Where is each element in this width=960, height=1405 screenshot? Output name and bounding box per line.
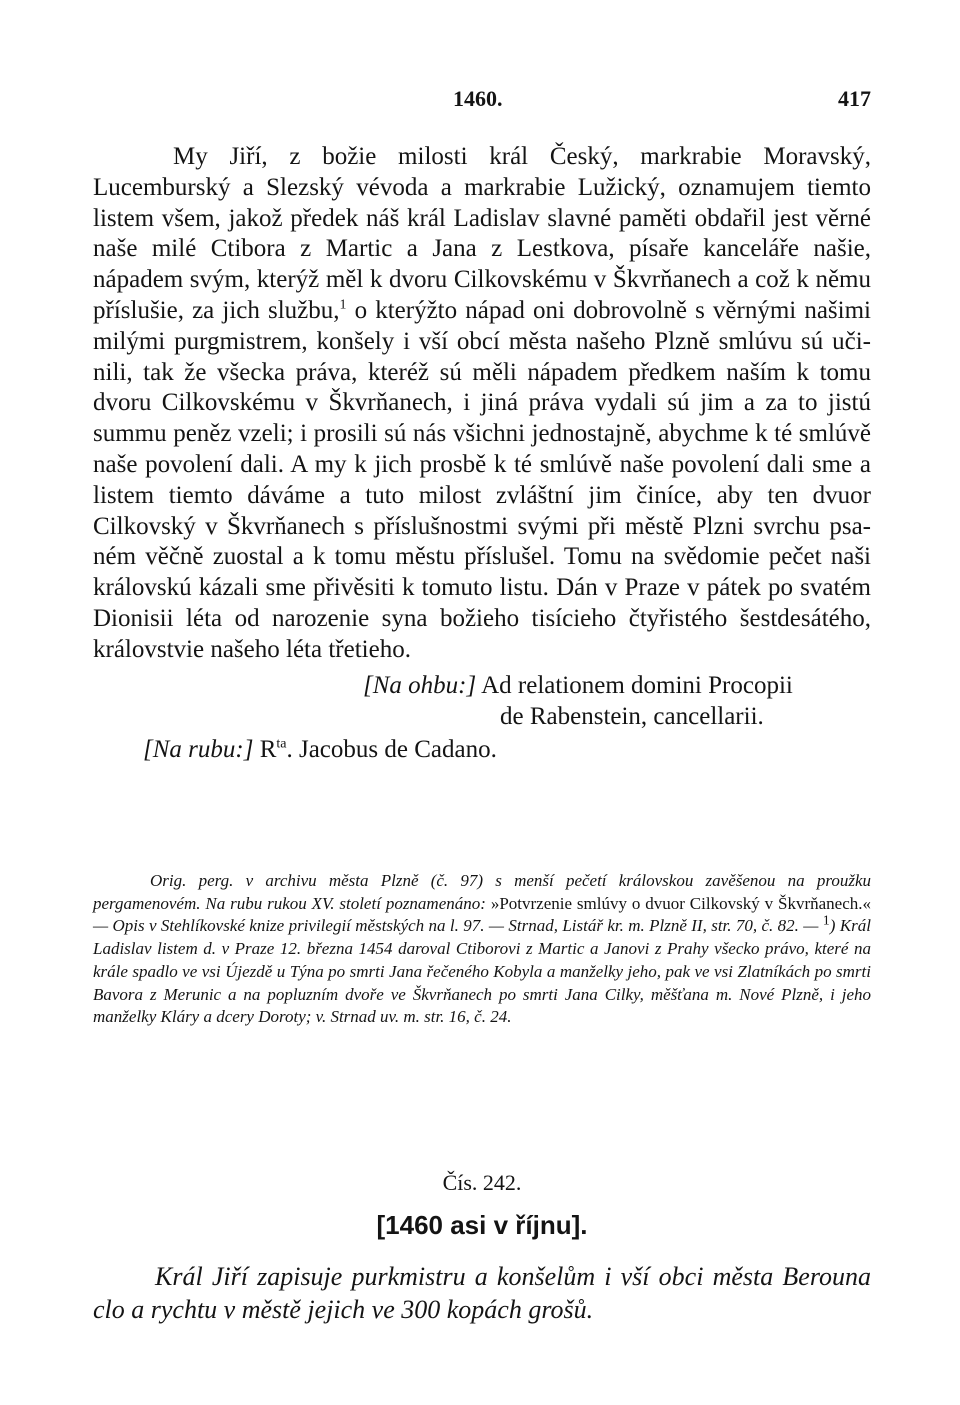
book-page <box>93 0 871 1405</box>
endorsement-back-label: [Na rubu:] <box>143 735 254 763</box>
editorial-notes <box>93 870 871 1029</box>
endorsement-back <box>93 734 871 765</box>
next-entry-regest-text: Král Jiří zapisuje purkmistru a konšelům i vší obci města Berouna clo a rychtu v městě jejich ve 300 kopách grošů. <box>93 1262 871 1324</box>
page-number: 417 <box>838 86 871 111</box>
charter-body-part-1: My Jiří, z božie milosti král Český, markrabie Moravský, Lucemburský a Slezský vévoda a markrabie Lužický, oznamujem tiemto listem všem, jakož předek náš král Ladislav slavné paměti obdařil jest věrné naše milé Ctibora z Martic a Jana z Lestkova, písaře kanceláře našie, nápadem svým, kterýž měl k dvoru Cilkovskému v Škvrňanech a což k němu příslušie, za jich službu, <box>93 143 871 324</box>
endorsement-back-text: . Jacobus de Cadano. <box>286 735 497 763</box>
endorsement-fold-label: [Na ohbu:] <box>363 671 477 699</box>
note-copies: — Opis v Stehlíkovské knize privilegií městských na l. 97. — Strnad, Listář kr. m. Plzně II, str. 70, č. 82. — <box>93 916 823 936</box>
footnote-text: ) Král Ladislav listem d. v Praze 12. března 1454 daroval Ctiborovi z Martic a Janovi z Prahy všecko právo, které na krále spadlo ve vsi Újezdě u Týna po smrti Jana řečeného Kobyla a manželky jeho, pak ve vsi Zlatníkách po smrti Bavora z Merunic a na popluzním dvoře ve Škvrňanech po smrti Jana Cilky, měšťana m. Nové Plzně, i jeho manželky Kláry a dcery Doroty; v. Strnad uv. m. str. 16, č. 24. <box>93 916 872 1027</box>
footnote-reference: 1 <box>339 297 347 313</box>
footnote-mark: 1 <box>822 913 830 929</box>
charter-body-part-2: o kterýžto nápad oni dobrovolně s věrnými našimi milými purgmistrem, konšely i vší obcí města našeho Plzně smlúvu sú učinili, tak že všecka práva, kteréž sú měli nápadem předkem naším k tomu dvoru Cilkovskému v Škvrňanech, i jiná práva vydali sú jim a za to jistú summu peněz vzeli; i prosili sú nás všichni jednostajně, abychme k té smlúvě naše povolení dali. A my k jich prosbě k té smlúvě naše povolení dali sme a listem tiemto dáváme a tuto milost zvláštní jim činíce, aby ten dvuor Cilkovský v Škvrňanech s příslušnostmi svými při městě Plzni svrchu psaném věčně zuostal a k tomu městu příslušel. Tomu na svědomie pečet naši královskú kázali sme přivěsiti k tomuto listu. Dán v Praze v pátek po svatém Dionisii léta od narozenie syna božieho tisícieho čtyřistého šestdesátého, královstvie našeho léta třetieho. <box>93 296 871 663</box>
editorial-note-paragraph <box>93 870 871 1029</box>
note-original: Orig. perg. v archivu města Plzně (č. 97) s menší pečetí královskou zavěšenou na proužku pergamenovém. Na rubu rukou XV. století poznamenáno: <box>93 871 871 913</box>
endorsement-fold-text-1: Ad relationem domini Procopii <box>481 671 793 699</box>
running-head <box>93 86 871 116</box>
next-entry-regest <box>93 1260 871 1326</box>
note-quote: »Potvrzenie smlúvy o dvuor Cilkovský v Škvrňanech.« <box>490 893 871 913</box>
running-head-year: 1460. <box>453 86 503 111</box>
next-entry-number: Čís. 242. <box>442 1170 522 1195</box>
endorsement-fold-text-2: de Rabenstein, cancellarii. <box>500 702 764 730</box>
endorsement-fold <box>93 670 871 732</box>
charter-body <box>93 142 871 666</box>
charter-text <box>93 142 871 765</box>
endorsement-back-r: R <box>259 735 277 763</box>
next-entry-date: [1460 asi v říjnu]. <box>376 1210 588 1240</box>
endorsement-back-sup: ta <box>276 736 287 752</box>
